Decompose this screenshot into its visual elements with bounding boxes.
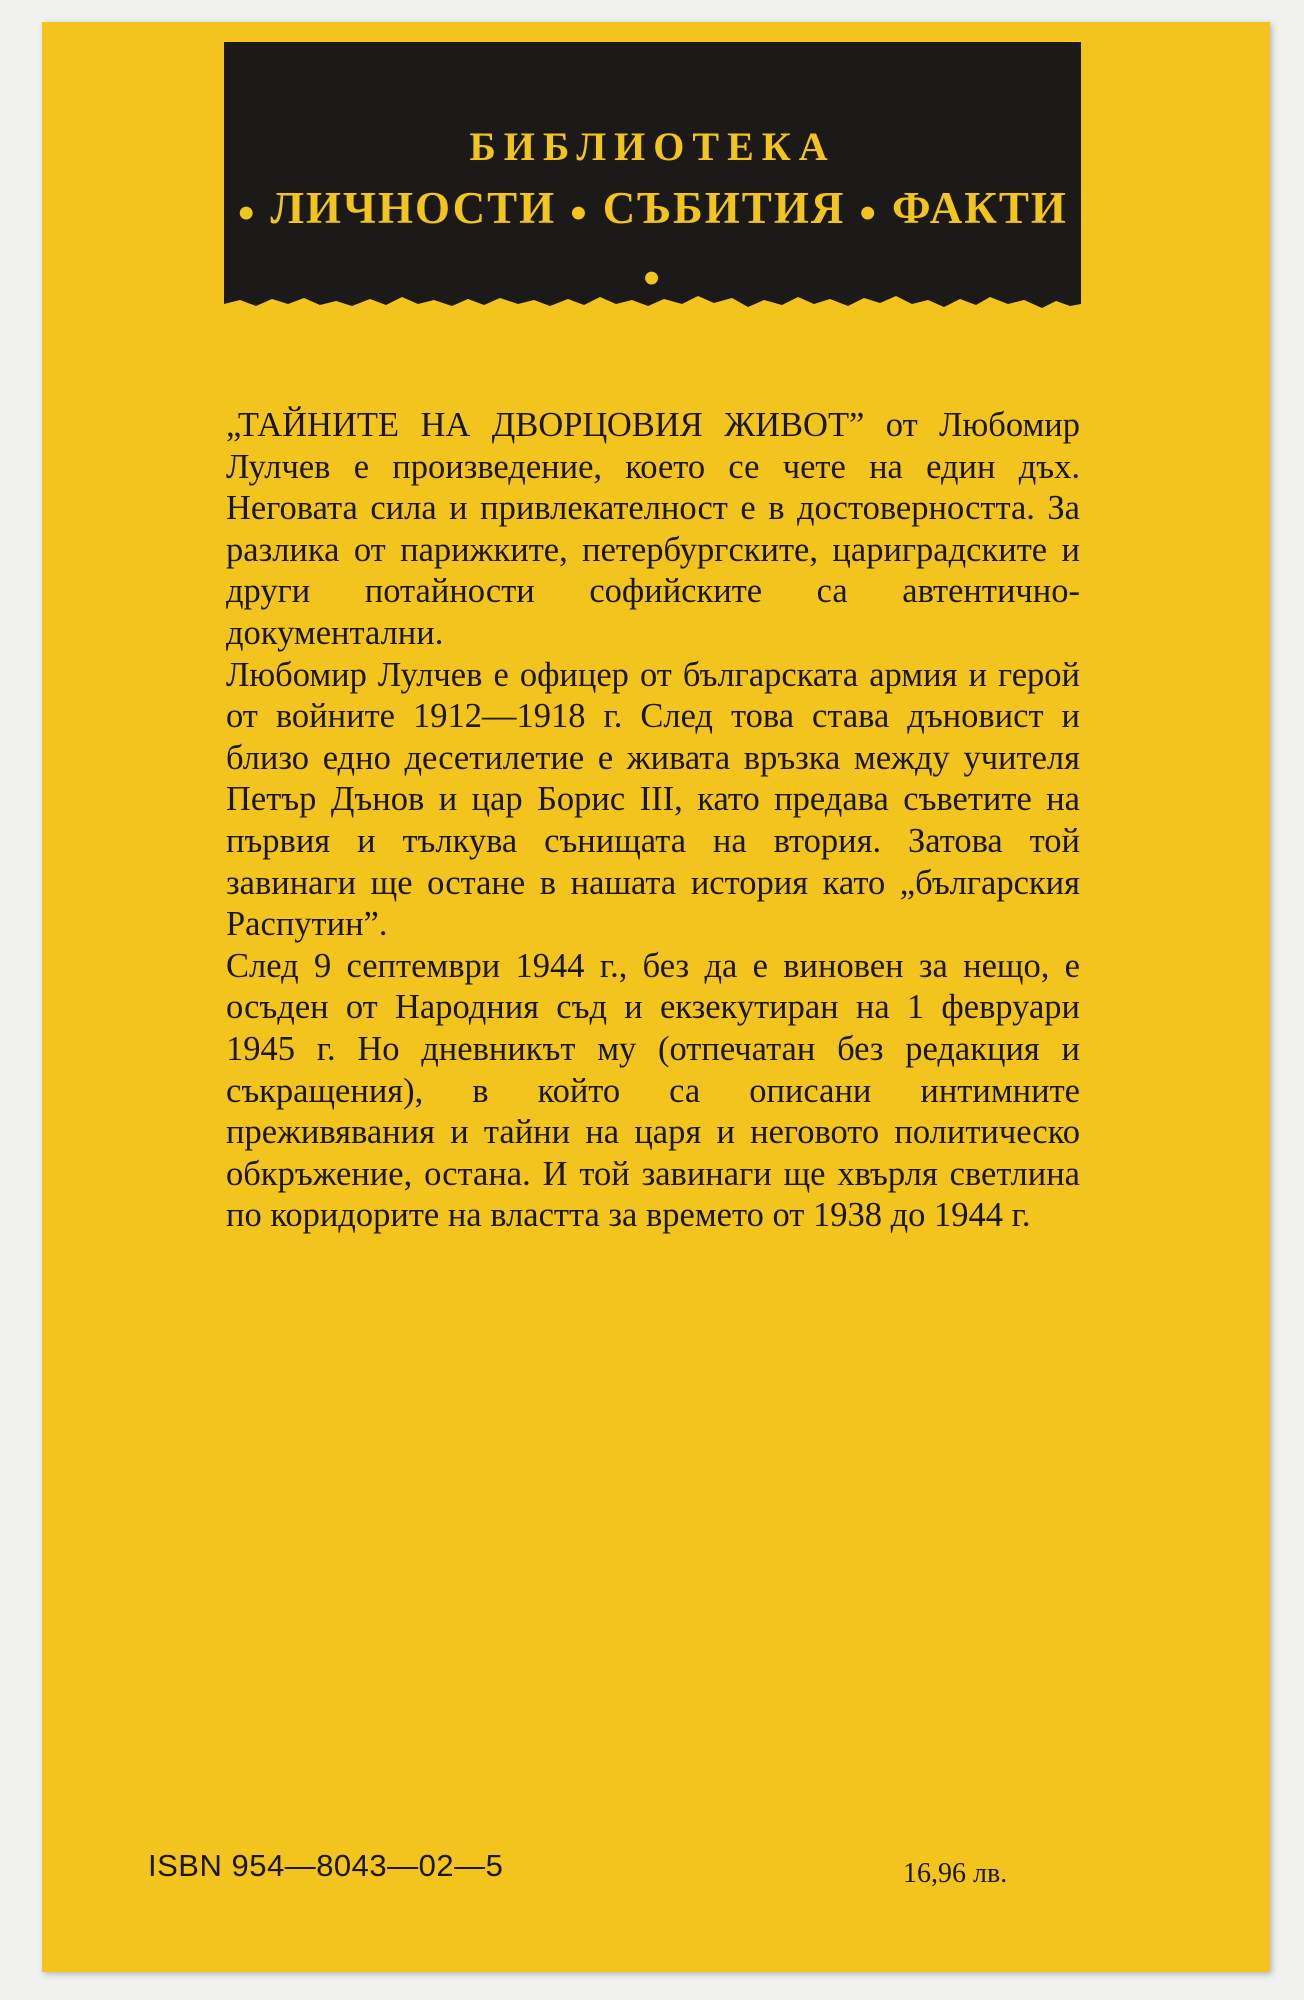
bullet-icon: ● (858, 195, 879, 229)
series-item-persons: ЛИЧНОСТИ (270, 183, 557, 233)
banner-text (224, 122, 1081, 307)
blurb (226, 405, 1080, 1237)
series-subtitle (224, 178, 1081, 307)
bullet-icon: ● (642, 260, 663, 294)
book-title: „ТАЙНИТЕ НА ДВОРЦОВИЯ ЖИВОТ” (226, 406, 865, 444)
series-item-facts: ФАКТИ (891, 183, 1068, 233)
isbn: ISBN 954—8043—02—5 (148, 1848, 504, 1883)
bullet-icon: ● (237, 195, 258, 229)
book-back-cover (42, 22, 1270, 1972)
price: 16,96 лв. (903, 1858, 1008, 1889)
blurb-paragraph-2: Любомир Лулчев е офицер от българската армия и герой от войните 1912—1918 г. След това става дъновист и близо едно десетилетие е живата връзка между учителя Петър Дънов и цар Борис III, като предава съветите на първия и тълкува сънищата на втория. Затова той завинаги ще остане в нашата история като „българския Распутин”. (226, 655, 1080, 944)
series-item-events: СЪБИТИЯ (602, 183, 846, 233)
series-banner (224, 42, 1081, 332)
series-title: БИБЛИОТЕКА (469, 124, 836, 169)
bullet-icon: ● (569, 195, 590, 229)
blurb-paragraph-1 (226, 405, 1080, 655)
blurb-paragraph-3: След 9 септември 1944 г., без да е виновен за нещо, е осъден от Народния съд и екзекутиран на 1 февруари 1945 г. Но дневникът му (отпечатан без редакция и съкращения), в който са описани интимните преживявания и тайни на царя и неговото политическо обкръжение, остана. И той завинаги ще хвърля светлина по коридорите на властта за времето от 1938 до 1944 г. (226, 946, 1080, 1235)
blurb-paragraph-1-text: от Любомир Лулчев е произведение, което се чете на един дъх. Неговата сила и привлекателност е в достоверността. За разлика от парижките, петербургските, цариградските и други потайности софийските са автентично-документални. (226, 406, 1080, 652)
